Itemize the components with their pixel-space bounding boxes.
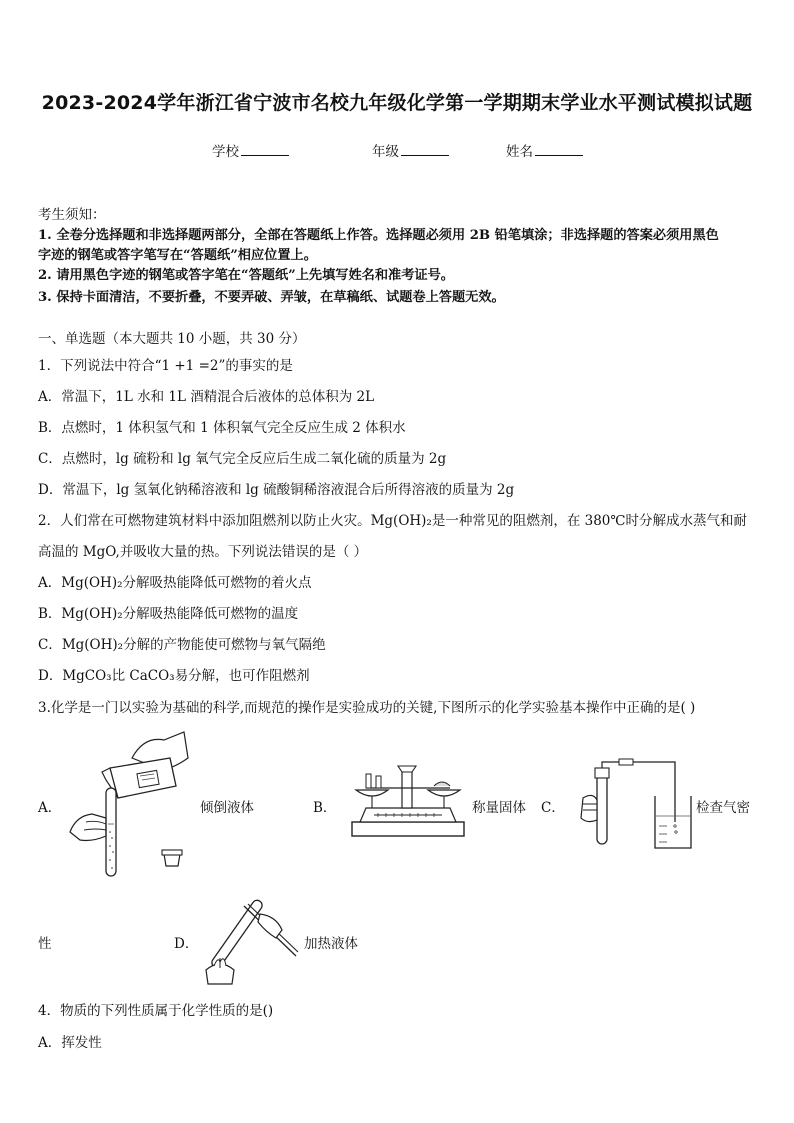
section-heading: 一、单选题（本大题共 10 小题，共 30 分） bbox=[38, 331, 306, 347]
name-blank bbox=[535, 141, 583, 156]
q1-stem: 1．下列说法中符合“1 +1 =2”的事实的是 bbox=[38, 358, 293, 374]
airtightness-check-figure bbox=[563, 758, 699, 852]
q1-option-b: B．点燃时，1 体积氢气和 1 体积氧气完全反应生成 2 体积水 bbox=[38, 420, 406, 436]
school-blank bbox=[241, 141, 289, 156]
school-label: 学校 bbox=[212, 144, 239, 160]
q3-stem: 3.化学是一门以实验为基础的科学,而规范的操作是实验成功的关键,下图所示的化学实验基本操作中正确的是( ) bbox=[38, 700, 696, 716]
q2-option-c: C．Mg(OH)₂分解的产物能使可燃物与氧气隔绝 bbox=[38, 637, 326, 653]
notice-item-2: 2. 请用黑色字迹的钢笔或答字笔在“答题纸”上先填写姓名和准考证号。 bbox=[38, 268, 454, 283]
balance-figure bbox=[346, 760, 470, 842]
name-label: 姓名 bbox=[506, 144, 533, 160]
name-field bbox=[506, 140, 583, 160]
notice-item-3: 3. 保持卡面清洁，不要折叠，不要弄破、弄皱，在草稿纸、试题卷上答题无效。 bbox=[38, 290, 505, 305]
notice-heading: 考生须知： bbox=[38, 207, 106, 223]
q3-option-d-letter: D． bbox=[174, 936, 199, 952]
page-title: 2023-2024学年浙江省宁波市名校九年级化学第一学期期末学业水平测试模拟试题 bbox=[41, 92, 753, 114]
pouring-liquid-figure bbox=[62, 728, 192, 884]
q1-option-c: C．点燃时，lg 硫粉和 lg 氧气完全反应后生成二氧化硫的质量为 2g bbox=[38, 451, 447, 467]
q4-option-a: A．挥发性 bbox=[38, 1035, 102, 1051]
q4-stem: 4．物质的下列性质属于化学性质的是() bbox=[38, 1003, 274, 1019]
q2-stem-line-1: 2．人们常在可燃物建筑材料中添加阻燃剂以防止火灾。Mg(OH)₂是一种常见的阻燃剂，在 380℃时分解成水蒸气和耐 bbox=[38, 513, 747, 529]
q3-option-c-label: 检查气密 bbox=[696, 800, 750, 816]
q3-option-a-label: 倾倒液体 bbox=[200, 800, 254, 816]
q1-option-a: A．常温下，1L 水和 1L 酒精混合后液体的总体积为 2L bbox=[38, 389, 375, 405]
q3-option-b-letter: B． bbox=[313, 800, 337, 816]
q2-option-b: B．Mg(OH)₂分解吸热能降低可燃物的温度 bbox=[38, 606, 299, 622]
q3-option-c-label-cont: 性 bbox=[38, 936, 52, 952]
notice-item-1-line-1: 1. 全卷分选择题和非选择题两部分，全部在答题纸上作答。选择题必须用 2B 铅笔填涂；非选择题的答案必须用黑色 bbox=[38, 228, 719, 243]
grade-field bbox=[372, 140, 449, 160]
q3-option-d-label: 加热液体 bbox=[304, 936, 358, 952]
q3-option-c-letter: C． bbox=[541, 800, 565, 816]
heating-liquid-figure bbox=[196, 892, 306, 988]
school-field bbox=[212, 140, 289, 160]
grade-blank bbox=[401, 141, 449, 156]
q3-option-a-letter: A． bbox=[38, 800, 62, 816]
q2-option-a: A．Mg(OH)₂分解吸热能降低可燃物的着火点 bbox=[38, 575, 312, 591]
q1-option-d: D．常温下，lg 氢氧化钠稀溶液和 lg 硫酸铜稀溶液混合后所得溶液的质量为 2g bbox=[38, 482, 515, 498]
q2-option-d: D．MgCO₃比 CaCO₃易分解，也可作阻燃剂 bbox=[38, 668, 310, 684]
q3-option-b-label: 称量固体 bbox=[472, 800, 526, 816]
q2-stem-line-2: 高温的 MgO,并吸收大量的热。下列说法错误的是（ ） bbox=[38, 544, 368, 560]
grade-label: 年级 bbox=[372, 144, 399, 160]
notice-item-1-line-2: 字迹的钢笔或答字笔写在“答题纸”相应位置上。 bbox=[38, 248, 317, 263]
